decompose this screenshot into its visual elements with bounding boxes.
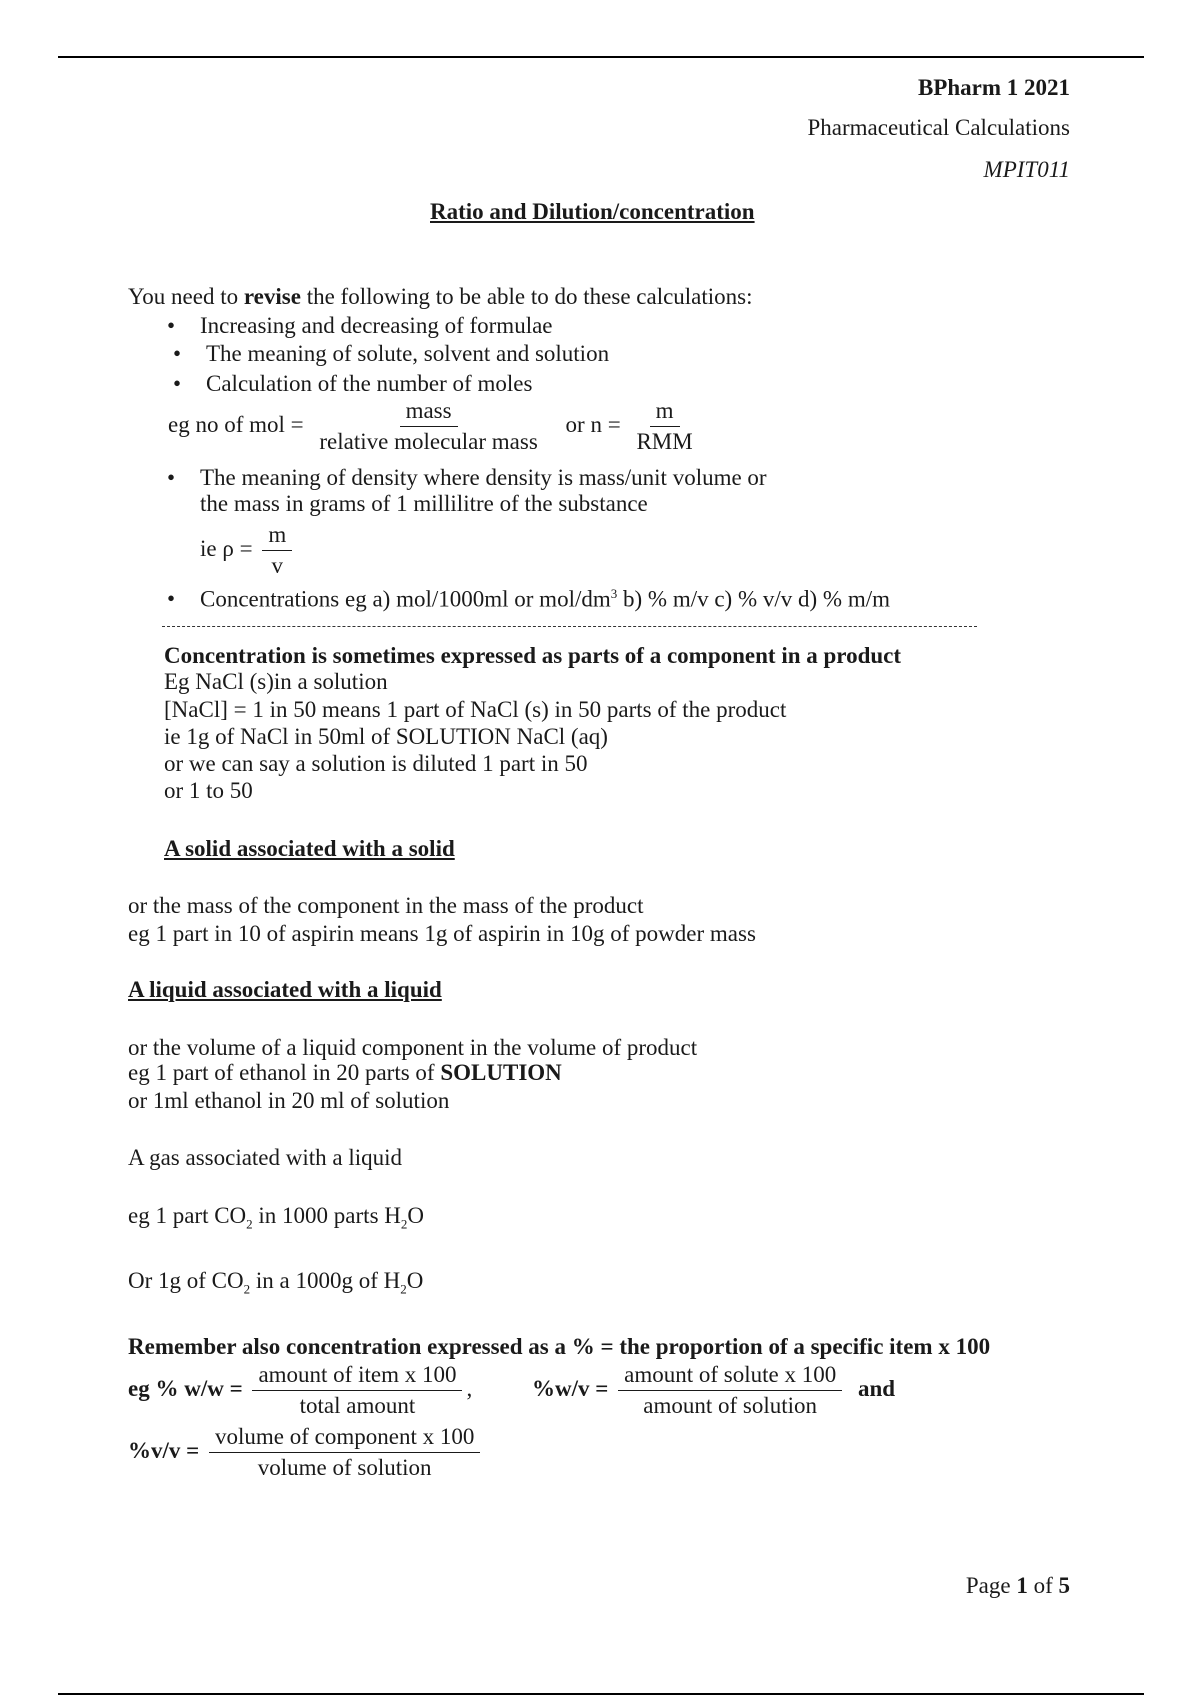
- page-number: [966, 1573, 1070, 1599]
- gas-line: [128, 1268, 423, 1298]
- vv-prefix: %v/v =: [128, 1438, 200, 1464]
- intro-suffix: the following to be able to do these calculations:: [300, 284, 753, 309]
- dashed-divider: [162, 626, 977, 627]
- page-mid: of: [1027, 1573, 1059, 1598]
- gas-text: O: [407, 1203, 425, 1228]
- fraction-numerator: amount of item x 100: [252, 1362, 462, 1391]
- page-current: 1: [1016, 1573, 1028, 1598]
- solid-line: or the mass of the component in the mass of the product: [128, 893, 644, 918]
- percent-ww-formula: [128, 1362, 472, 1420]
- solid-line: eg 1 part in 10 of aspirin means 1g of aspirin in 10g of powder mass: [128, 921, 756, 946]
- bullet-item: • Calculation of the number of moles: [206, 371, 532, 397]
- fraction-denominator: relative molecular mass: [319, 429, 538, 455]
- bottom-rule: [58, 1693, 1144, 1695]
- fraction-numerator: volume of component x 100: [209, 1424, 480, 1453]
- bullet-continuation: the mass in grams of 1 millilitre of the substance: [200, 491, 648, 516]
- subscript: 2: [246, 1216, 253, 1232]
- intro-line: [128, 284, 753, 310]
- subscript: 2: [400, 1216, 408, 1232]
- wv-fraction: [618, 1362, 842, 1420]
- parts-line: ie 1g of NaCl in 50ml of SOLUTION NaCl (aq): [164, 724, 608, 749]
- gas-text: in 1000 parts H: [252, 1203, 401, 1228]
- fraction-numerator: amount of solute x 100: [618, 1362, 842, 1391]
- subscript: 2: [400, 1281, 407, 1297]
- fraction-numerator: m: [262, 522, 292, 551]
- gas-line: [128, 1203, 424, 1233]
- fraction-denominator: total amount: [299, 1393, 416, 1419]
- fraction-denominator: RMM: [636, 429, 693, 455]
- percent-wv-formula: [532, 1362, 895, 1420]
- fraction-denominator: v: [271, 553, 283, 579]
- m-over-rmm-fraction: [630, 398, 698, 456]
- parts-line: or 1 to 50: [164, 778, 253, 803]
- ww-comma: ,: [466, 1376, 473, 1402]
- parts-heading: Concentration is sometimes expressed as parts of a component in a product: [164, 643, 902, 668]
- intro-prefix: You need to: [128, 284, 244, 309]
- intro-emphasis: revise: [243, 284, 301, 309]
- bullet-item: • The meaning of solute, solvent and solution: [206, 341, 609, 367]
- parts-line: Eg NaCl (s)in a solution: [164, 669, 388, 694]
- concentrations-post: b) % m/v c) % v/v d) % m/m: [617, 586, 891, 612]
- percent-heading: Remember also concentration expressed as a % = the proportion of a specific item x 100: [128, 1334, 991, 1359]
- concentrations-sup: 3: [610, 586, 618, 601]
- page-total: 5: [1058, 1573, 1070, 1598]
- fraction-numerator: mass: [400, 398, 458, 427]
- gas-text: eg 1 part CO: [128, 1203, 247, 1228]
- liquid-line-text: eg 1 part of ethanol in 20 parts of: [128, 1060, 441, 1085]
- density-formula: [200, 522, 296, 580]
- parts-line: or we can say a solution is diluted 1 part in 50: [164, 751, 588, 776]
- percent-vv-formula: [128, 1424, 484, 1482]
- solid-heading: A solid associated with a solid: [164, 836, 455, 861]
- liquid-heading: A liquid associated with a liquid: [128, 977, 442, 1002]
- ww-prefix: eg % w/w =: [128, 1376, 243, 1402]
- concentrations-pre: Concentrations eg a) mol/1000ml or mol/dm: [200, 586, 611, 612]
- moles-formula: [168, 398, 703, 456]
- course-label: BPharm 1 2021: [917, 75, 1070, 100]
- fraction-numerator: m: [650, 398, 680, 427]
- and-connector: and: [857, 1376, 896, 1402]
- wv-prefix: %w/v =: [532, 1376, 609, 1402]
- subscript: 2: [243, 1281, 251, 1297]
- moles-formula-or: or n =: [565, 412, 621, 438]
- bullet-item: • The meaning of density where density is mass/unit volume or: [200, 465, 767, 491]
- ww-fraction: [252, 1362, 462, 1420]
- top-rule: [58, 56, 1144, 58]
- gas-text: O: [406, 1268, 424, 1293]
- liquid-line: or 1ml ethanol in 20 ml of solution: [128, 1088, 450, 1113]
- bullet-item: [200, 586, 890, 613]
- liquid-line: [128, 1060, 562, 1086]
- m-over-v-fraction: [262, 522, 292, 580]
- course-code: MPIT011: [983, 157, 1070, 182]
- fraction-denominator: volume of solution: [257, 1455, 432, 1481]
- fraction-denominator: amount of solution: [643, 1393, 818, 1419]
- mass-over-rmm-fraction: [313, 398, 543, 456]
- gas-text: Or 1g of CO: [128, 1268, 244, 1293]
- page-title: Ratio and Dilution/concentration: [430, 199, 755, 224]
- liquid-line-emphasis: SOLUTION: [440, 1060, 562, 1085]
- parts-line: [NaCl] = 1 in 50 means 1 part of NaCl (s) in 50 parts of the product: [164, 697, 787, 722]
- gas-text: in a 1000g of H: [250, 1268, 401, 1293]
- vv-fraction: [209, 1424, 480, 1482]
- bullet-item: • Increasing and decreasing of formulae: [200, 313, 553, 339]
- liquid-line: or the volume of a liquid component in the volume of product: [128, 1035, 698, 1060]
- moles-formula-prefix: eg no of mol =: [168, 412, 304, 438]
- page-prefix: Page: [965, 1573, 1017, 1598]
- density-formula-prefix: ie ρ =: [200, 536, 253, 562]
- gas-heading: A gas associated with a liquid: [128, 1145, 403, 1170]
- subject-label: Pharmaceutical Calculations: [807, 115, 1070, 140]
